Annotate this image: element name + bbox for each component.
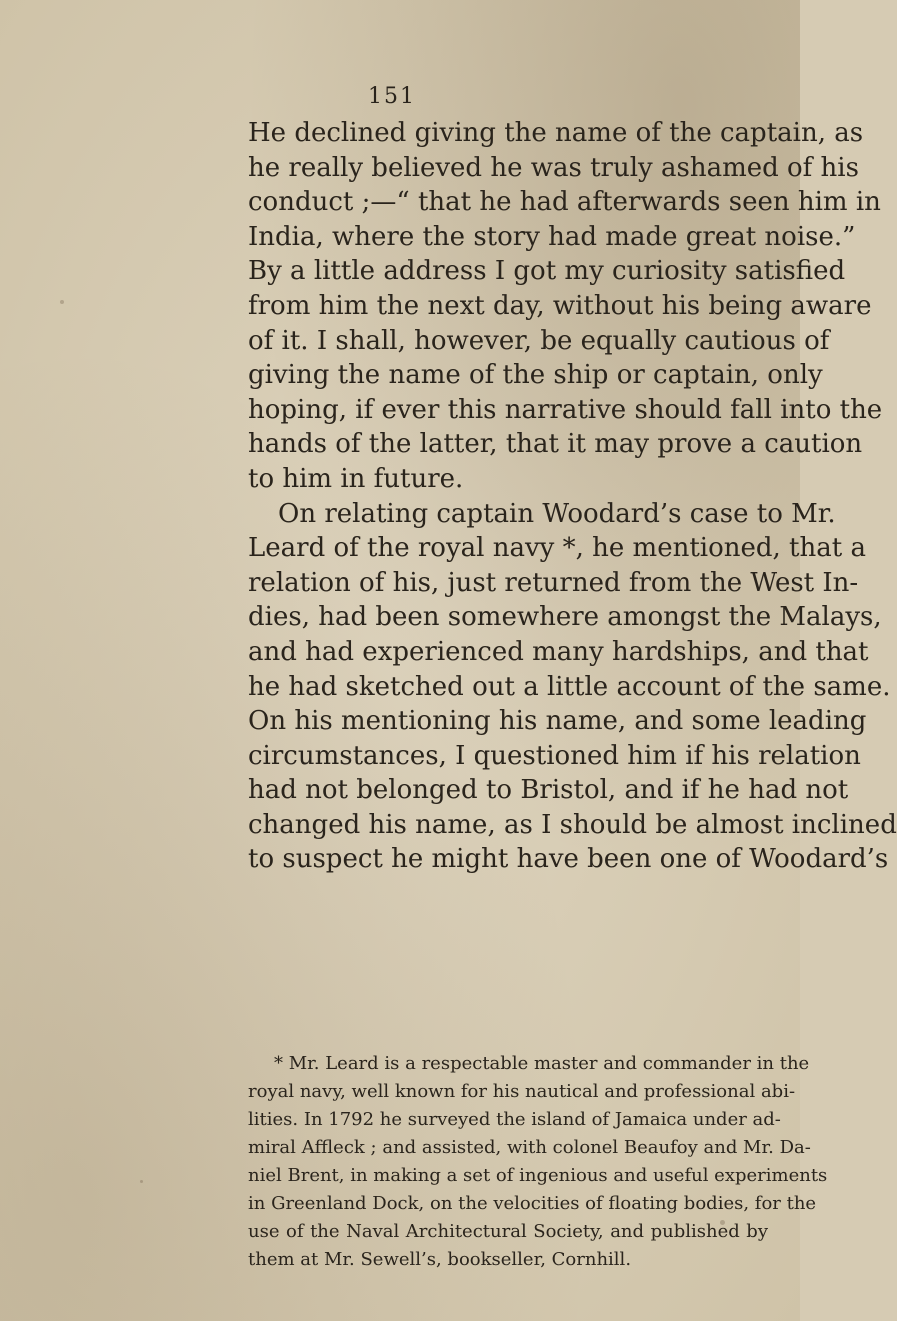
footnote-line: in Greenland Dock, on the velocities of floating bodies, for the <box>248 1193 817 1214</box>
footnote-line: lities. In 1792 he surveyed the island of Jamaica under ad- <box>248 1109 781 1130</box>
text-line: conduct ;—“ that he had afterwards seen him in <box>248 187 881 218</box>
text-line: of it. I shall, however, be equally cautious of <box>248 325 830 356</box>
text-line: changed his name, as I should be almost inclined <box>248 809 897 840</box>
page-number: 151 <box>368 84 416 109</box>
text-line: he really believed he was truly ashamed of his <box>248 152 859 183</box>
text-line: Leard of the royal navy *, he mentioned, that a <box>248 533 866 564</box>
text-line: to him in future. <box>248 463 464 494</box>
footnote-line: miral Affleck ; and assisted, with colonel Beaufoy and Mr. Da- <box>248 1137 811 1158</box>
footnote-line: royal navy, well known for his nautical and professional abi- <box>248 1081 796 1102</box>
text-line: giving the name of the ship or captain, only <box>248 360 823 391</box>
text-line: hands of the latter, that it may prove a caution <box>248 429 863 460</box>
footnote-line: them at Mr. Sewell’s, bookseller, Cornhill. <box>248 1249 632 1270</box>
text-line: India, where the story had made great noise.” <box>248 221 856 252</box>
text-line: On his mentioning his name, and some leading <box>248 706 867 737</box>
body-text <box>248 116 897 877</box>
text-line: had not belonged to Bristol, and if he had not <box>248 775 849 806</box>
paper-speck <box>60 300 64 304</box>
footnote-line: use of the Naval Architectural Society, and published by <box>248 1221 768 1242</box>
text-line: By a little address I got my curiosity satisfied <box>248 256 846 287</box>
text-line: dies, had been somewhere amongst the Malays, <box>248 602 882 633</box>
footnote <box>248 1050 828 1274</box>
text-line: He declined giving the name of the captain, as <box>248 118 864 148</box>
text-line: hoping, if ever this narrative should fall into the <box>248 394 883 425</box>
footnote-line: * Mr. Leard is a respectable master and commander in the <box>274 1053 810 1074</box>
text-line: to suspect he might have been one of Woodard’s <box>248 844 889 875</box>
text-line: and had experienced many hardships, and that <box>248 636 869 667</box>
paper-speck <box>140 1180 143 1183</box>
text-line: relation of his, just returned from the West In- <box>248 567 859 598</box>
text-line: from him the next day, without his being aware <box>248 290 872 321</box>
text-line: On relating captain Woodard’s case to Mr. <box>278 498 836 529</box>
text-line: circumstances, I questioned him if his relation <box>248 740 861 771</box>
text-line: he had sketched out a little account of the same. <box>248 671 891 702</box>
footnote-line: niel Brent, in making a set of ingenious and useful experiments <box>248 1165 828 1186</box>
